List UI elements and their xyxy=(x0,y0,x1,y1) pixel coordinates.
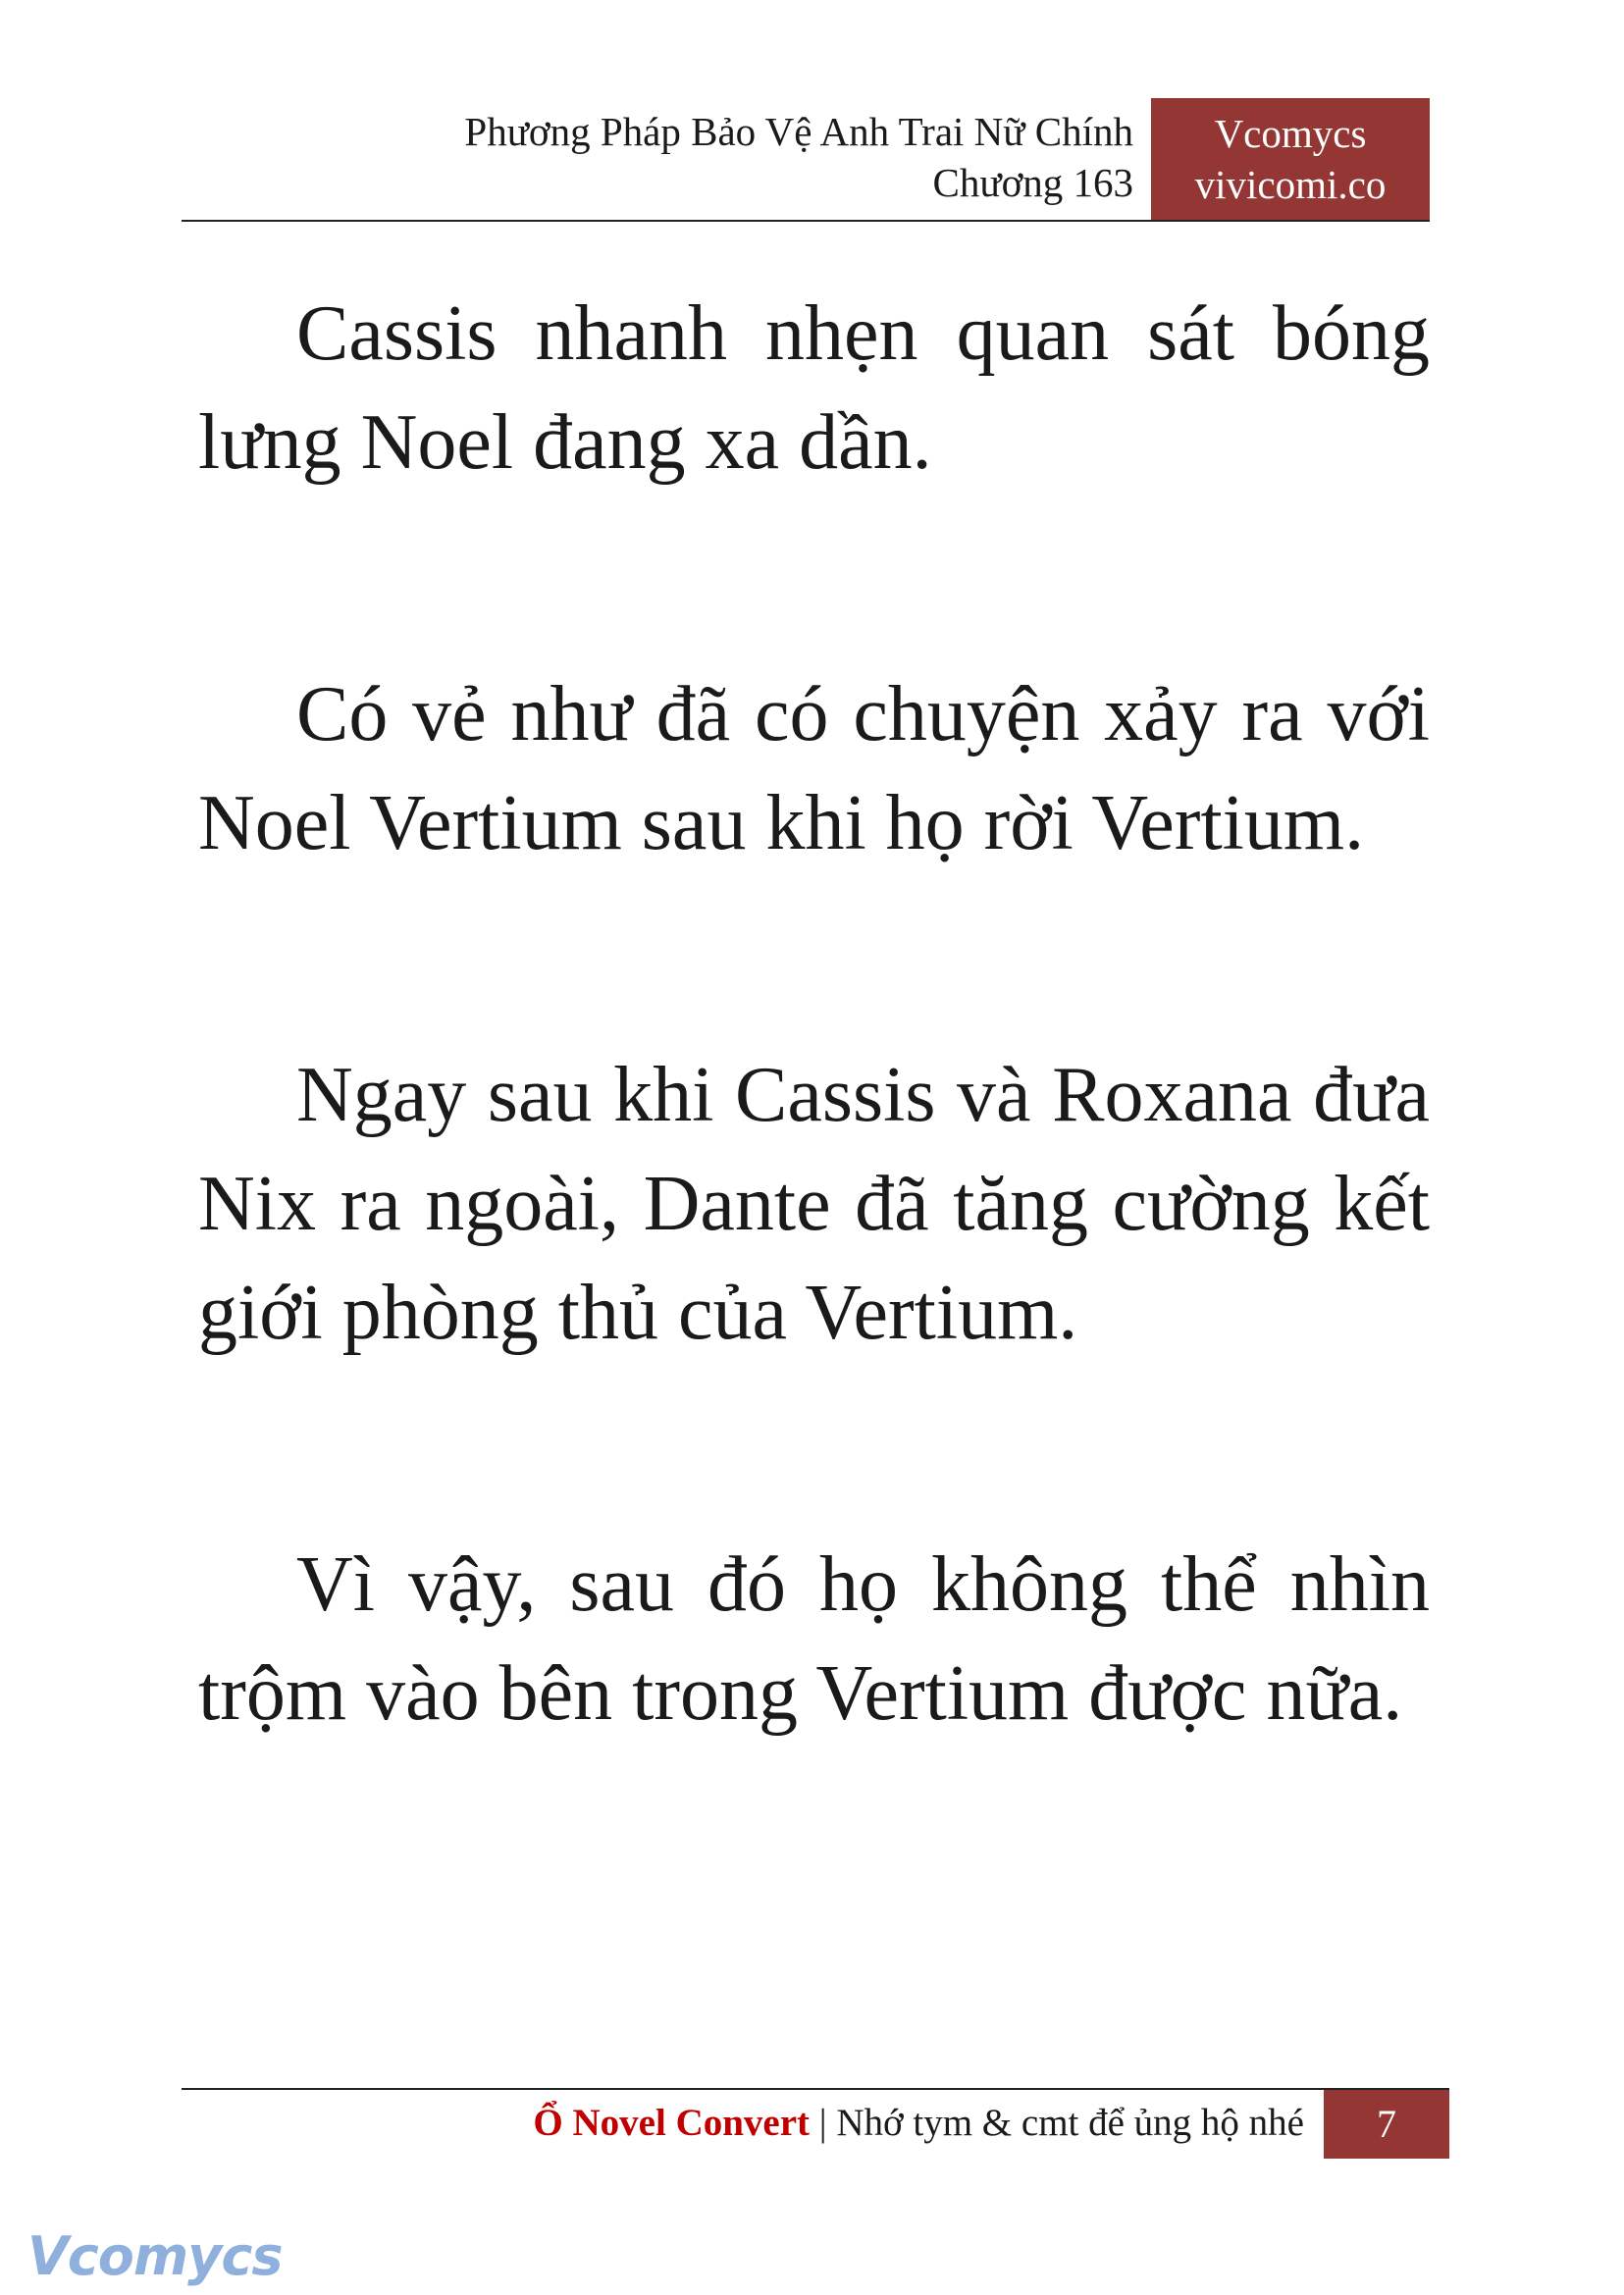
site-badge xyxy=(1151,98,1430,220)
header-divider xyxy=(182,220,1430,222)
footer-message: Nhớ tym & cmt để ủng hộ nhé xyxy=(836,2102,1304,2144)
footer-text xyxy=(533,2096,1304,2151)
chapter-label: Chương 163 xyxy=(932,160,1133,205)
chapter-body xyxy=(198,280,1430,1911)
paragraph: Vì vậy, sau đó họ không thể nhìn trộm vào bên trong Vertium được nữa. xyxy=(198,1541,1430,1737)
book-title: Phương Pháp Bảo Vệ Anh Trai Nữ Chính xyxy=(464,109,1133,154)
paragraph: Có vẻ như đã có chuyện xảy ra với Noel Vertium sau khi họ rời Vertium. xyxy=(198,671,1430,866)
page-number: 7 xyxy=(1324,2090,1449,2159)
page-footer xyxy=(182,2090,1449,2159)
header-titles xyxy=(464,106,1133,208)
site-name: Vcomycs xyxy=(1214,111,1367,156)
footer-brand: Ổ Novel Convert xyxy=(533,2102,811,2144)
paragraph: Ngay sau khi Cassis và Roxana đưa Nix ra ngoài, Dante đã tăng cường kết giới phòng thủ của Vertium. xyxy=(198,1052,1430,1356)
site-url: vivicomi.co xyxy=(1194,162,1387,207)
page-header xyxy=(182,98,1430,220)
watermark-logo: Vcomycs xyxy=(27,2225,283,2287)
footer-separator: | xyxy=(818,2102,827,2144)
paragraph: Cassis nhanh nhẹn quan sát bóng lưng Noel đang xa dần. xyxy=(198,290,1430,486)
